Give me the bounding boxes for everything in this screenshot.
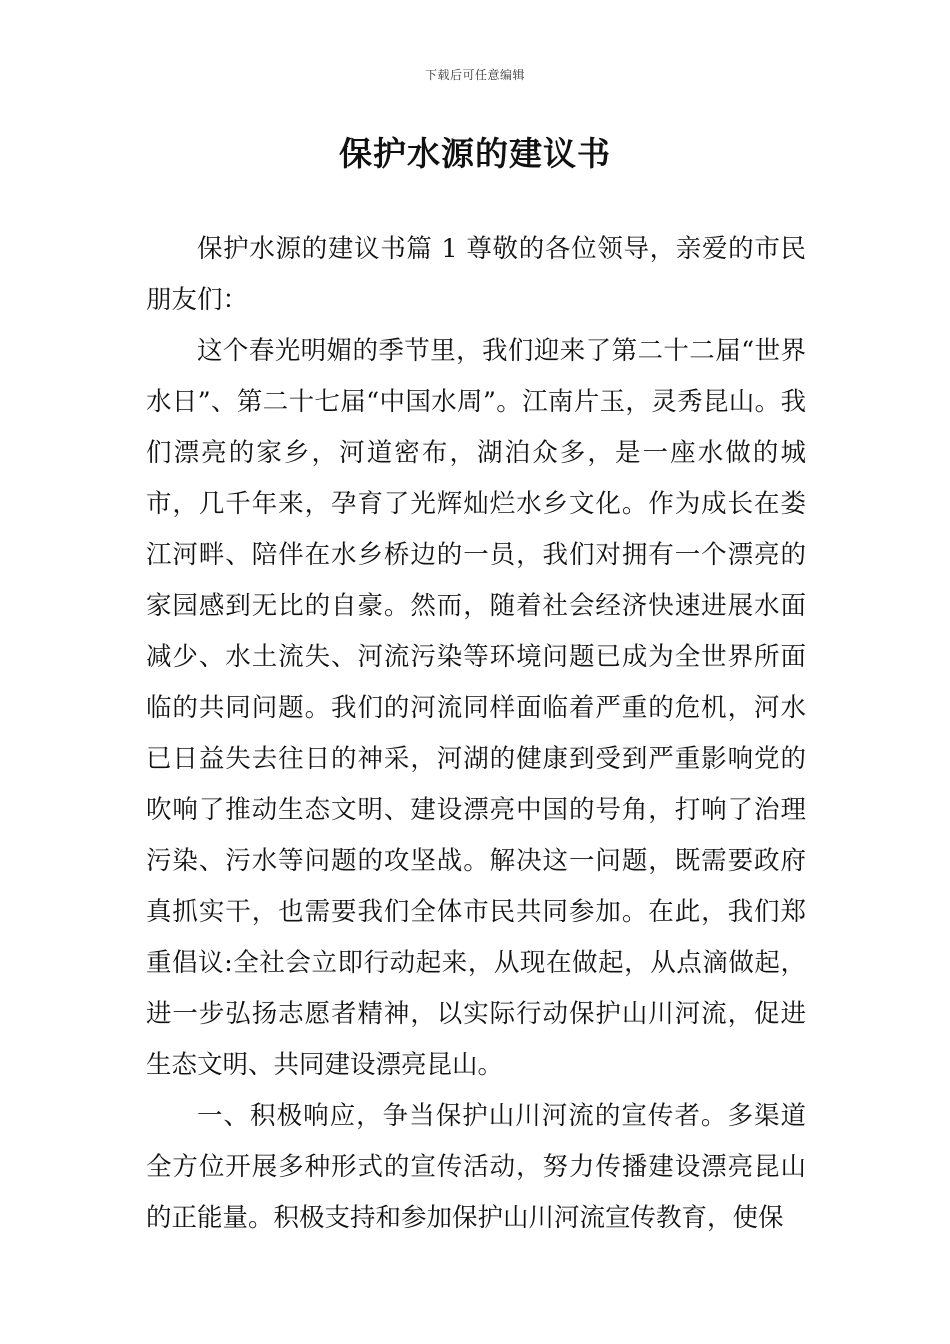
document-title: 保护水源的建议书	[339, 134, 611, 173]
header-note: 下载后可任意编辑	[424, 68, 525, 82]
document-body	[146, 224, 806, 1244]
paragraph-intro: 这个春光明媚的季节里，我们迎来了第二十二届“世界水日”、第二十七届“中国水周”。江南片玉，灵秀昆山。我们漂亮的家乡，河道密布，湖泊众多，是一座水做的城市，几千年来，孕育了光辉灿烂水乡文化。作为成长在娄江河畔、陪伴在水乡桥边的一员，我们对拥有一个漂亮的家园感到无比的自豪。然而，随着社会经济快速进展水面减少、水土流失、河流污染等环境问题已成为全世界所面临的共同问题。我们的河流同样面临着严重的危机，河水已日益失去往日的神采，河湖的健康到受到严重影响党的吹响了推动生态文明、建设漂亮中国的号角，打响了治理污染、污水等问题的攻坚战。解决这一问题，既需要政府真抓实干，也需要我们全体市民共同参加。在此，我们郑重倡议:全社会立即行动起来，从现在做起，从点滴做起，进一步弘扬志愿者精神，以实际行动保护山川河流，促进生态文明、共同建设漂亮昆山。	[146, 336, 806, 1080]
paragraph-salutation: 保护水源的建议书篇 1 尊敬的各位领导，亲爱的市民朋友们：	[146, 234, 806, 315]
paragraph-point-one: 一、积极响应，争当保护山川河流的宣传者。多渠道全方位开展多种形式的宣传活动，努力传播建设漂亮昆山的正能量。积极支持和参加保护山川河流宣传教育，使保	[146, 1101, 806, 1233]
